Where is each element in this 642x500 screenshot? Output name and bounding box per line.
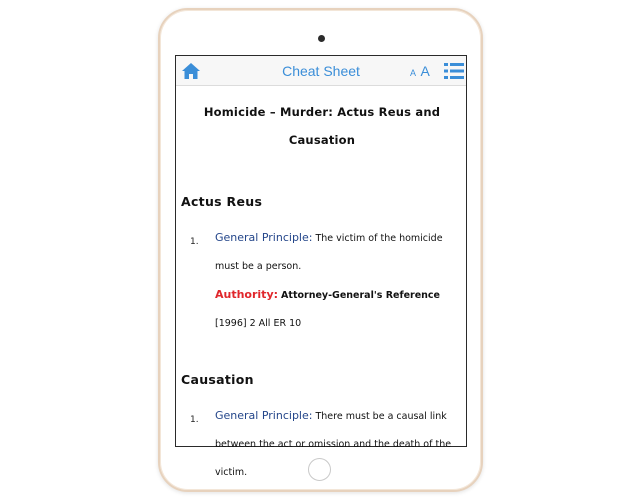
app-screen [175,55,467,478]
document-title: Homicide – Murder: Actus Reus and Causation [203,105,441,147]
authority-citation: [1996] 2 All ER 10 [215,318,302,329]
list-icon[interactable] [444,62,464,80]
general-principle-label: General Principle: [215,409,313,422]
authority-label: Authority: [215,288,279,301]
font-size-small-label: A [410,68,417,78]
tablet-frame [158,8,483,492]
list-item [215,224,459,338]
list-item [215,402,459,487]
list-item-number: 1. [190,237,199,247]
font-size-button[interactable] [410,63,430,81]
section-heading-causation: Causation [181,372,254,387]
list-item-number: 1. [190,415,199,425]
cheat-sheet-content [176,86,466,478]
home-button[interactable] [308,458,331,481]
section-heading-actus-reus: Actus Reus [181,194,263,209]
authority-name: Attorney-General's Reference [281,290,441,301]
front-camera [318,35,325,42]
home-icon[interactable] [181,62,201,80]
general-principle-label: General Principle: [215,231,313,244]
principle-text: There must be a causal link between the act or omission and the death of the victim. [215,411,452,478]
font-size-large-label: A [420,63,430,79]
navbar [176,56,466,86]
principle-text: The victim of the homicide must be a person. [215,233,443,272]
page-title: Cheat Sheet [282,63,360,79]
